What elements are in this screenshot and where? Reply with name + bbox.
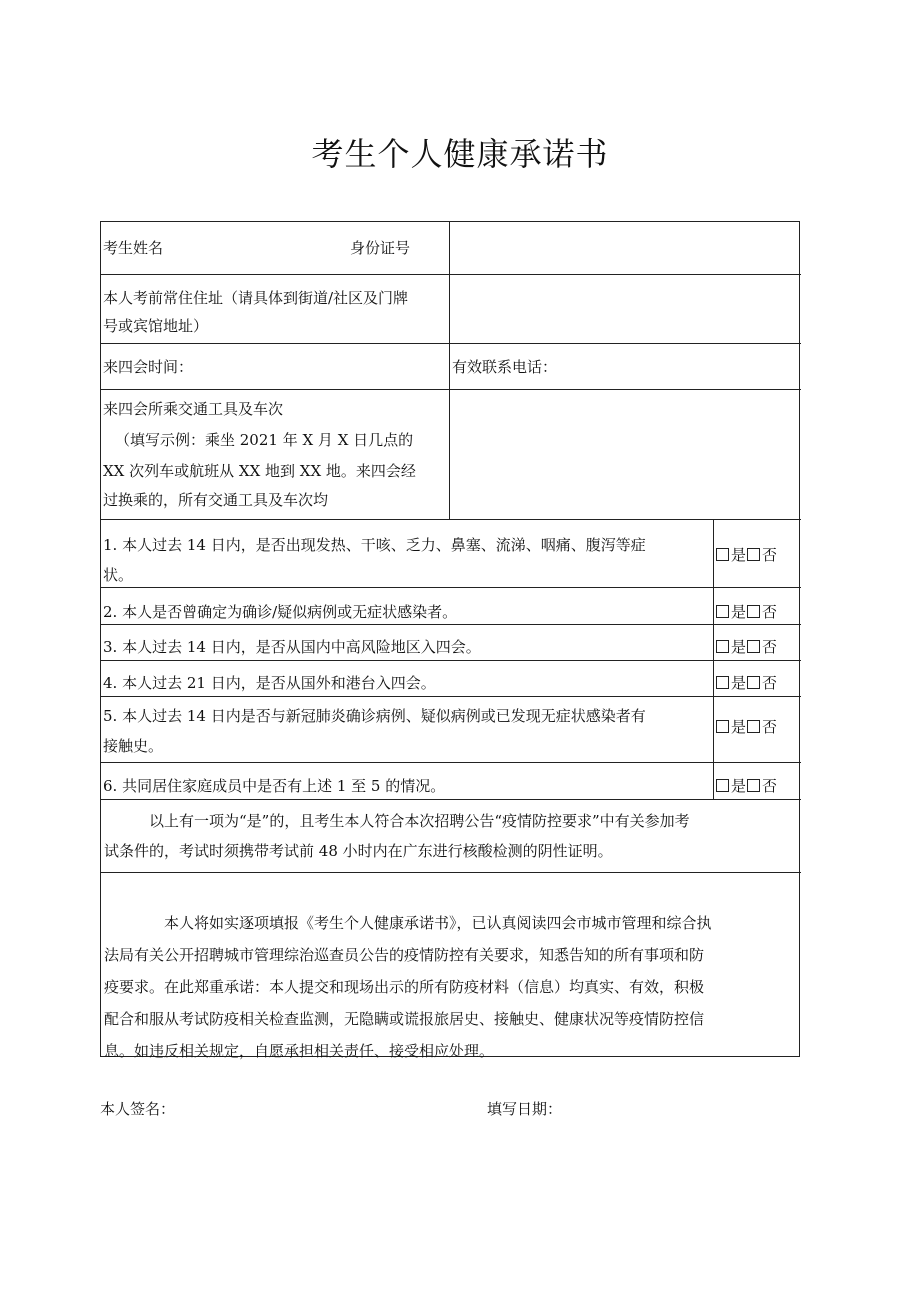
yes-checkbox[interactable]: [716, 676, 729, 689]
question-5-options: [716, 714, 800, 741]
yes-label: 是: [731, 718, 747, 736]
question-1-line1: 1. 本人过去 14 日内，是否出现发热、干咳、乏力、鼻塞、流涕、咽痛、腹泻等症: [103, 536, 646, 554]
address-label-line2: 号或宾馆地址）: [103, 317, 209, 335]
question-1-options: [716, 542, 800, 569]
question-4-line1: 4. 本人过去 21 日内，是否从国外和港台入四会。: [103, 674, 436, 692]
transport-example-line2: XX 次列车或航班从 XX 地到 XX 地。来四会经: [103, 462, 416, 480]
row-divider: [101, 343, 801, 344]
notice-line1: 以上有一项为“是”的，且考生本人符合本次招聘公告“疫情防控要求”中有关参加考: [149, 812, 690, 830]
question-3-options: [716, 634, 800, 661]
row-divider: [101, 762, 801, 763]
question-5-line1: 5. 本人过去 14 日内是否与新冠肺炎确诊病例、疑似病例或已发现无症状感染者有: [103, 707, 646, 725]
question-6-line1: 6. 共同居住家庭成员中是否有上述 1 至 5 的情况。: [103, 777, 446, 795]
no-label: 否: [762, 546, 778, 564]
no-checkbox[interactable]: [747, 720, 760, 733]
address-field[interactable]: [450, 275, 800, 342]
id-number-label: 身份证号: [350, 239, 411, 257]
question-5-line2: 接触史。: [103, 737, 164, 755]
transport-label: 来四会所乘交通工具及车次: [103, 400, 284, 418]
phone-label: 有效联系电话：: [452, 358, 558, 376]
question-1-line2: 状。: [103, 566, 134, 584]
yes-checkbox[interactable]: [716, 640, 729, 653]
yes-checkbox[interactable]: [716, 779, 729, 792]
page-title: 考生个人健康承诺书: [311, 135, 609, 173]
question-2-options: [716, 599, 800, 626]
yes-label: 是: [731, 546, 747, 564]
yes-label: 是: [731, 603, 747, 621]
no-label: 否: [762, 638, 778, 656]
commitment-line: 疫要求。在此郑重承诺：本人提交和现场出示的所有防疫材料（信息）均真实、有效，积极: [104, 978, 705, 996]
yes-label: 是: [731, 674, 747, 692]
question-2-line1: 2. 本人是否曾确定为确诊/疑似病例或无症状感染者。: [103, 603, 458, 621]
transport-example-line3: 过换乘的，所有交通工具及车次均: [103, 491, 329, 509]
no-checkbox[interactable]: [747, 548, 760, 561]
arrival-time-label: 来四会时间：: [103, 358, 194, 376]
commitment-line: 息。如违反相关规定，自愿承担相关责任、接受相应处理。: [104, 1042, 495, 1060]
no-label: 否: [762, 603, 778, 621]
health-commitment-form: [100, 221, 800, 1060]
no-checkbox[interactable]: [747, 640, 760, 653]
commitment-line: 法局有关公开招聘城市管理综治巡查员公告的疫情防控有关要求，知悉告知的所有事项和防: [104, 946, 705, 964]
notice-line2: 试条件的，考试时须携带考试前 48 小时内在广东进行核酸检测的阴性证明。: [104, 842, 613, 860]
commitment-line: 本人将如实逐项填报《考生个人健康承诺书》，已认真阅读四会市城市管理和综合执: [164, 914, 712, 932]
name-label: 考生姓名: [103, 239, 164, 257]
yes-label: 是: [731, 777, 747, 795]
row-divider: [101, 587, 801, 588]
column-divider: [713, 519, 714, 799]
row-divider: [101, 872, 801, 873]
yes-checkbox[interactable]: [716, 605, 729, 618]
commitment-paragraph: [104, 907, 798, 1067]
transport-example-line1: （填写示例：乘坐 2021 年 X 月 X 日几点的: [115, 431, 414, 449]
date-label: 填写日期：: [487, 1100, 563, 1118]
yes-label: 是: [731, 638, 747, 656]
no-label: 否: [762, 777, 778, 795]
question-3-line1: 3. 本人过去 14 日内，是否从国内中高风险地区入四会。: [103, 638, 481, 656]
transport-field[interactable]: [450, 390, 800, 518]
yes-checkbox[interactable]: [716, 548, 729, 561]
commitment-line: 配合和服从考试防疫相关检查监测，无隐瞒或谎报旅居史、接触史、健康状况等疫情防控信: [104, 1010, 705, 1028]
yes-checkbox[interactable]: [716, 720, 729, 733]
no-label: 否: [762, 718, 778, 736]
question-6-options: [716, 773, 800, 800]
no-label: 否: [762, 674, 778, 692]
question-4-options: [716, 670, 800, 697]
signature-label: 本人签名：: [100, 1100, 176, 1118]
no-checkbox[interactable]: [747, 676, 760, 689]
no-checkbox[interactable]: [747, 779, 760, 792]
address-label-line1: 本人考前常住住址（请具体到街道/社区及门牌: [103, 289, 409, 307]
no-checkbox[interactable]: [747, 605, 760, 618]
id-number-field[interactable]: [450, 223, 800, 273]
row-divider: [101, 519, 801, 520]
notice-paragraph: [104, 806, 798, 866]
